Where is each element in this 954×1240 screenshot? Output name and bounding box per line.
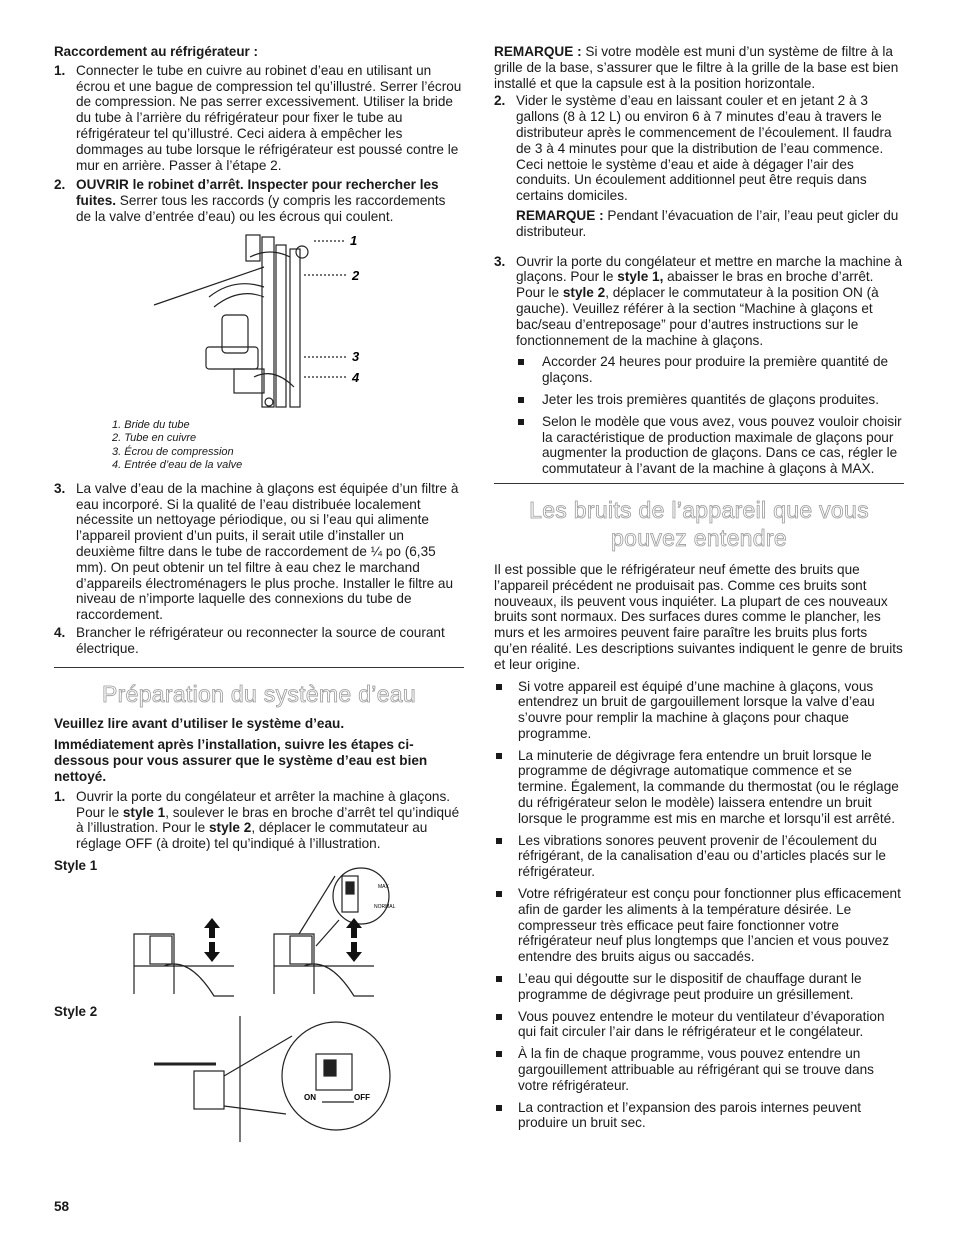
step-item	[494, 93, 904, 204]
step-number: 2.	[494, 93, 506, 109]
bullet-icon	[496, 1105, 502, 1111]
bullet-icon	[518, 419, 524, 425]
note-label: REMARQUE :	[494, 44, 582, 59]
note-paragraph	[494, 208, 904, 240]
step-text: , déplacer le commutateur au réglage OFF (à droite) tel qu’indiqué à l’illustration.	[76, 820, 428, 852]
note-text: Si votre modèle est muni d’un système de filtre à la grille de la base, s’assurer que le filtre à la grille de la base est bien installé et que la capsule est à la position horizontale.	[494, 44, 899, 91]
bullet-icon	[496, 891, 502, 897]
bullet-icon	[496, 1051, 502, 1057]
step-number: 2.	[54, 177, 66, 193]
list-item-text: Votre réfrigérateur est conçu pour fonctionner plus efficacement afin de garder les aliments à la température désirée. Le compresseur très efficace peut faire fonctionner votre réfrigérateur neuf plus longtemps que l’ancien et vous pouvez entendre des bruits aigus ou saccadés.	[518, 886, 901, 965]
bullet-icon	[496, 976, 502, 982]
style2-figure	[54, 1016, 464, 1146]
step-number: 3.	[494, 253, 506, 269]
step-text: Ouvrir la porte du congélateur et mettre en marche la machine à glaçons. Pour le	[516, 253, 903, 285]
section-divider	[54, 667, 464, 668]
figure-captions	[54, 419, 464, 473]
left-column	[54, 44, 464, 1146]
style-ref: style 1,	[617, 269, 664, 285]
list-item	[494, 1009, 904, 1041]
intro-paragraph: Il est possible que le réfrigérateur neuf émette des bruits que l’appareil précédent ne produisait pas. Comme ces bruits sont nouveaux, ils peuvent vous inquiéter. La plupart de ces nouveaux bruits sont normaux. Des surfaces dures comme le plancher, les murs et les armoires peuvent faire paraître les bruits plus forts qu’en réalité. Les descriptions suivantes indiquent le genre de bruits et leur origine.	[494, 561, 903, 672]
list-item	[494, 354, 904, 386]
list-item	[494, 1046, 904, 1093]
list-item-text: L’eau qui dégoutte sur le dispositif de chauffage durant le programme de dégivrage peut produire un grésillement.	[518, 971, 862, 1002]
bullet-icon	[496, 838, 502, 844]
section-divider	[494, 483, 904, 484]
caption-item: 2. Tube en cuivre	[112, 432, 197, 445]
off-label: OFF	[354, 1092, 370, 1102]
note-paragraph	[494, 44, 904, 91]
step-item	[54, 481, 464, 623]
normal-label: NORMAL	[374, 903, 396, 910]
list-item-text: Jeter les trois premières quantités de glaçons produites.	[542, 391, 879, 407]
label-4: 4	[352, 369, 360, 385]
list-item	[494, 748, 904, 827]
step-text: Serrer tous les raccords (y compris les raccordements de la valve d’entrée d’eau) ou les écrous qui coulent.	[76, 193, 446, 224]
list-item	[494, 833, 904, 880]
list-item	[494, 971, 904, 1003]
section-intro: Veuillez lire avant d’utiliser le système d’eau.	[54, 715, 345, 731]
style-ref: style 1	[122, 804, 166, 820]
bullet-icon	[496, 684, 502, 690]
caption-item: 4. Entrée d’eau de la valve	[112, 459, 243, 472]
step-text: Brancher le réfrigérateur ou reconnecter la source de courant électrique.	[76, 624, 445, 656]
list-item-text: Les vibrations sonores peuvent provenir de l’écoulement du réfrigérant, de la canalisation d’eau ou d’articles placés sur le réfrigérateur.	[518, 832, 886, 880]
step-number: 4.	[54, 624, 66, 640]
step-number: 1.	[54, 788, 66, 804]
water-valve-figure	[54, 227, 464, 417]
note-label: REMARQUE :	[516, 207, 604, 223]
label-3: 3	[352, 348, 360, 364]
list-item	[494, 679, 904, 742]
list-item	[494, 414, 904, 477]
page-number: 58	[54, 1199, 70, 1214]
on-label: ON	[304, 1092, 316, 1102]
style1-figure	[54, 866, 464, 1006]
section-title-line2: pouvez entendre	[611, 524, 787, 551]
step-text: La valve d’eau de la machine à glaçons est équipée d’un filtre à eau incorporé. Si la qualité de l’eau distribuée localement nécessite un nettoyage périodique, ou si l’eau qui alimente l’appareil provient d’un puits, il serait utile d’installer un deuxième filtre dans le tube de raccordement de ¼ po (6,35 mm). On peut obtenir un tel filtre à eau chez le marchand d’appareils électroménagers le plus proche. Installer le filtre au niveau de n’importe laquelle des connexions du tube de raccordement.	[76, 480, 459, 623]
note-text: Pendant l’évacuation de l’air, l’eau peut gicler du distributeur.	[516, 207, 899, 239]
step-text: Ouvrir la porte du congélateur et arrêter la machine à glaçons. Pour le	[76, 788, 451, 820]
bullet-icon	[518, 397, 524, 403]
style-ref: style 2	[208, 820, 252, 836]
section-intro: Immédiatement après l’installation, suivre les étapes ci-dessous pour vous assurer que le système d’eau est bien nettoyé.	[54, 737, 428, 784]
list-item-text: Si votre appareil est équipé d’une machine à glaçons, vous entendrez un bruit de gargouillement lorsque la valve d’eau s’ouvre pour remplir la machine à glaçons pour chaque programme.	[518, 678, 875, 741]
step-number: 3.	[54, 480, 66, 496]
step-text: Vider le système d’eau en laissant couler et en jetant 2 à 3 gallons (8 à 12 L) ou environ 6 à 7 minutes d’eau à travers le distributeur après le commencement de l’écoulement. Il faudra de 3 à 4 minutes pour que la distribution de l’eau commence. Ceci nettoie le système d’eau et aide à dégager l’air des conduits. Un écoulement additionnel peut être requis dans certains domiciles.	[516, 93, 892, 204]
list-item-text: La contraction et l’expansion des parois internes peuvent produire un bruit sec.	[518, 1099, 862, 1131]
max-label: MAX	[378, 883, 389, 890]
list-item-text: Accorder 24 heures pour produire la première quantité de glaçons.	[542, 354, 889, 386]
right-column	[494, 44, 904, 1137]
list-item	[494, 1100, 904, 1132]
step-text: Connecter le tube en cuivre au robinet d’eau en utilisant un écrou et une bague de compression tel qu’illustré. Serrer l’écrou de compression. Ne pas serrer excessivement. Utiliser la bride du tube à l’arrière du réfrigérateur pour fixer le tube au réfrigérateur tel qu’illustré. Ceci aidera à empêcher les dommages au tube lorsque le réfrigérateur est poussé contre le mur en arrière. Passer à l’étape 2.	[76, 62, 462, 173]
caption-item: 3. Écrou de compression	[112, 445, 234, 458]
list-item	[494, 392, 904, 408]
bullet-icon	[518, 359, 524, 365]
label-2: 2	[352, 267, 360, 283]
section-title: Préparation du système d’eau	[102, 680, 416, 707]
label-1: 1	[350, 232, 358, 248]
step-item	[494, 254, 904, 349]
step-text: abaisser le bras en broche d’arrêt. Pour le	[516, 269, 874, 301]
list-item	[494, 886, 904, 965]
list-item-text: Selon le modèle que vous avez, vous pouvez vouloir choisir la caractéristique de production maximale de glaçons pour augmenter la production de glaçons. Dans ce cas, régler le commutateur à l’avant de la machine à glaçons à MAX.	[542, 413, 902, 477]
step-text: , soulever le bras en broche d’arrêt tel qu’indiqué à l’illustration. Pour le	[76, 804, 460, 836]
bullet-icon	[496, 1014, 502, 1020]
step-bold-text: OUVRIR le robinet d’arrêt. Inspecter pour rechercher les fuites.	[76, 177, 439, 209]
style-ref: style 2	[562, 285, 606, 301]
style2-label: Style 2	[54, 1003, 98, 1019]
step-item	[54, 625, 464, 657]
list-item-text: Vous pouvez entendre le moteur du ventilateur d’évaporation qui fait circuler l’air dans le réfrigérateur et le congélateur.	[518, 1008, 885, 1040]
list-item-text: La minuterie de dégivrage fera entendre un bruit lorsque le programme de dégivrage automatique commence et se termine. Également, la commande du thermostat (ou le réglage du réfrigérateur selon le modèle) laissera entendre un bruit lorsque le programme est mis en marche et lorsqu’il est arrêté.	[518, 747, 899, 826]
step-item	[54, 177, 464, 224]
bullet-icon	[496, 753, 502, 759]
list-item-text: À la fin de chaque programme, vous pouvez entendre un gargouillement attribuable au réfrigérant qui se trouve dans votre réfrigérateur.	[518, 1046, 874, 1093]
section-title-line1: Les bruits de l’appareil que vous	[529, 496, 869, 523]
style1-label: Style 1	[54, 857, 98, 873]
step-number: 1.	[54, 62, 66, 78]
connection-heading: Raccordement au réfrigérateur :	[54, 44, 258, 59]
step-text: , déplacer le commutateur à la position ON (à gauche). Veuillez référer à la section “Machine à glaçons et bac/seau d’entreposage” pour d’autres instructions sur le fonctionnement de la machine à glaçons.	[516, 285, 879, 348]
step-item	[54, 63, 464, 174]
step-item	[54, 789, 464, 852]
caption-item: 1. Bride du tube	[112, 418, 190, 431]
